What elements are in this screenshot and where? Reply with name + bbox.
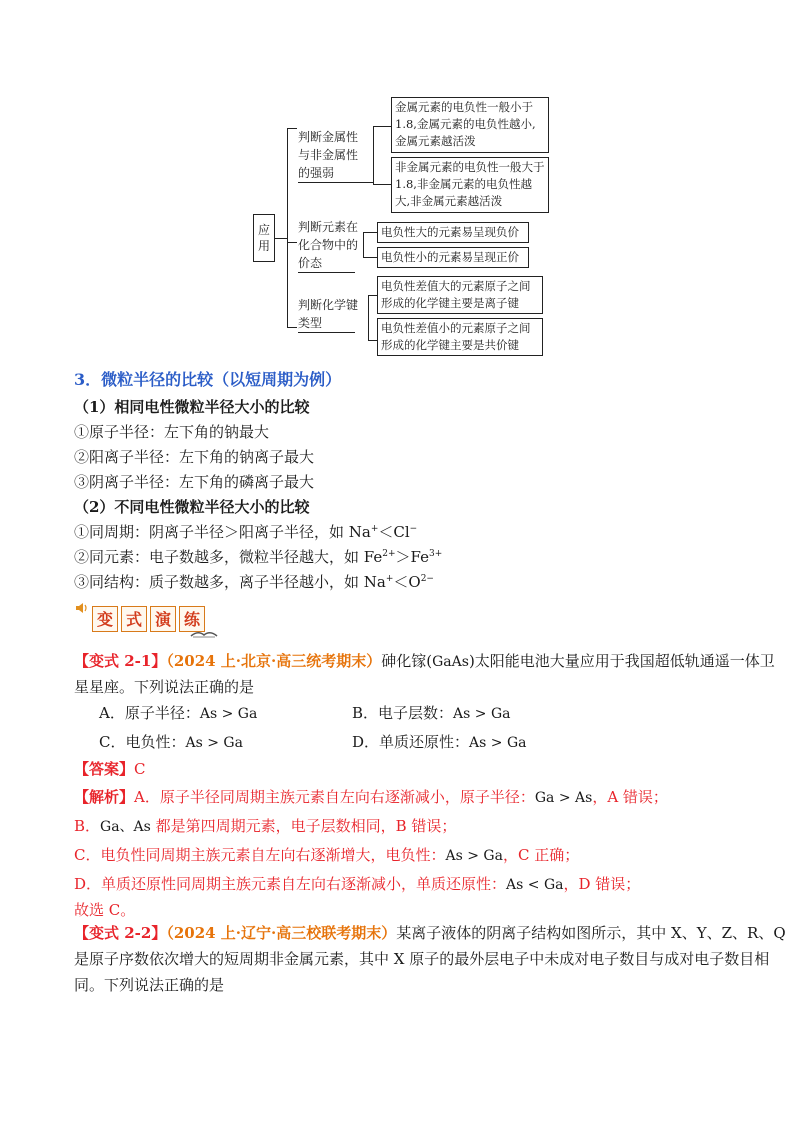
option-b: B．电子层数：As > Ga — [352, 704, 511, 722]
banner-char-4: 练 — [179, 606, 205, 632]
analysis-line-4: D．单质还原性同周期主族元素自左向右逐渐减小，单质还原性：As < Ga，D 错误； — [74, 875, 641, 893]
banner-char-3: 演 — [150, 606, 176, 632]
question-2-2-stem: 【变式 2-2】（2024 上·辽宁·高三校联考期末）某离子液体的阴离子结构如图所示，其中 X、Y、Z、R、Q — [74, 924, 786, 942]
option-c: C．电负性：As > Ga — [99, 733, 243, 751]
question-2-1-stem-cont: 星星座。下列说法正确的是 — [74, 678, 255, 696]
diagram-item-1-1: 金属元素的电负性一般小于1.8,金属元素的电负性越小,金属元素越活泼 — [391, 97, 549, 153]
question-2-2-line-2: 是原子序数依次增大的短周期非金属元素，其中 X 原子的最外层电子中未成对电子数目与成对电子数目相 — [74, 950, 770, 968]
section-3-item-1-2: ②阳离子半径：左下角的钠离子最大 — [74, 448, 315, 466]
diagram-item-1-2: 非金属元素的电负性一般大于1.8,非金属元素的电负性越大,非金属元素越活泼 — [391, 157, 549, 213]
section-3-item-1-3: ③阴离子半径：左下角的磷离子最大 — [74, 473, 315, 491]
section-3-sub2: （2）不同电性微粒半径大小的比较 — [74, 498, 310, 516]
analysis-line-1: 【解析】A．原子半径同周期主族元素自左向右逐渐减小，原子半径：Ga > As，A 错误； — [74, 788, 668, 806]
section-3-item-1-1: ①原子半径：左下角的钠最大 — [74, 423, 270, 441]
diagram-category-3: 判断化学键类型 — [298, 298, 359, 330]
analysis-line-2: B．Ga、As 都是第四周期元素，电子层数相同，B 错误； — [74, 817, 457, 835]
banner-char-2: 式 — [121, 606, 147, 632]
diagram-item-3-1: 电负性差值大的元素原子之间形成的化学键主要是离子键 — [377, 276, 543, 314]
section-3-sub1: （1）相同电性微粒半径大小的比较 — [74, 398, 310, 416]
analysis-line-3: C．电负性同周期主族元素自左向右逐渐增大，电负性：As > Ga，C 正确； — [74, 846, 580, 864]
section-3-item-2-2: ②同元素：电子数越多，微粒半径越大，如 $Fe^{2+}>Fe^{3+}$ — [74, 548, 443, 566]
diagram-item-2-2: 电负性小的元素易呈现正价 — [377, 247, 529, 268]
question-2-2-line-3: 同。下列说法正确的是 — [74, 976, 225, 994]
diagram-item-2-1: 电负性大的元素易呈现负价 — [377, 222, 529, 243]
option-d: D．单质还原性：As > Ga — [352, 733, 527, 751]
section-3-item-2-3: ③同结构：质子数越多，离子半径越小，如 $Na^+<O^{2-}$ — [74, 573, 434, 591]
banner-char-1: 变 — [92, 606, 118, 632]
option-a: A．原子半径：As > Ga — [99, 704, 258, 722]
section-3-item-2-1: ①同周期：阴离子半径＞阳离子半径，如 Na+＜Cl− — [74, 523, 418, 541]
answer: 【答案】C — [74, 760, 146, 778]
diagram-category-1: 判断金属性与非金属性的强弱 — [298, 130, 359, 180]
book-icon — [190, 628, 218, 638]
section-3-title: 3．微粒半径的比较（以短周期为例） — [74, 370, 342, 389]
diagram-item-3-2: 电负性差值小的元素原子之间形成的化学键主要是共价键 — [377, 318, 543, 356]
question-2-1-stem: 【变式 2-1】（2024 上·北京·高三统考期末）砷化镓(GaAs)太阳能电池大量应用于我国超低轨通遥一体卫 — [74, 652, 775, 670]
diagram-root: 应用 — [253, 214, 275, 262]
speaker-icon — [74, 601, 88, 615]
diagram-category-2: 判断元素在化合物中的价态 — [298, 220, 359, 270]
analysis-conclusion: 故选 C。 — [74, 901, 136, 919]
